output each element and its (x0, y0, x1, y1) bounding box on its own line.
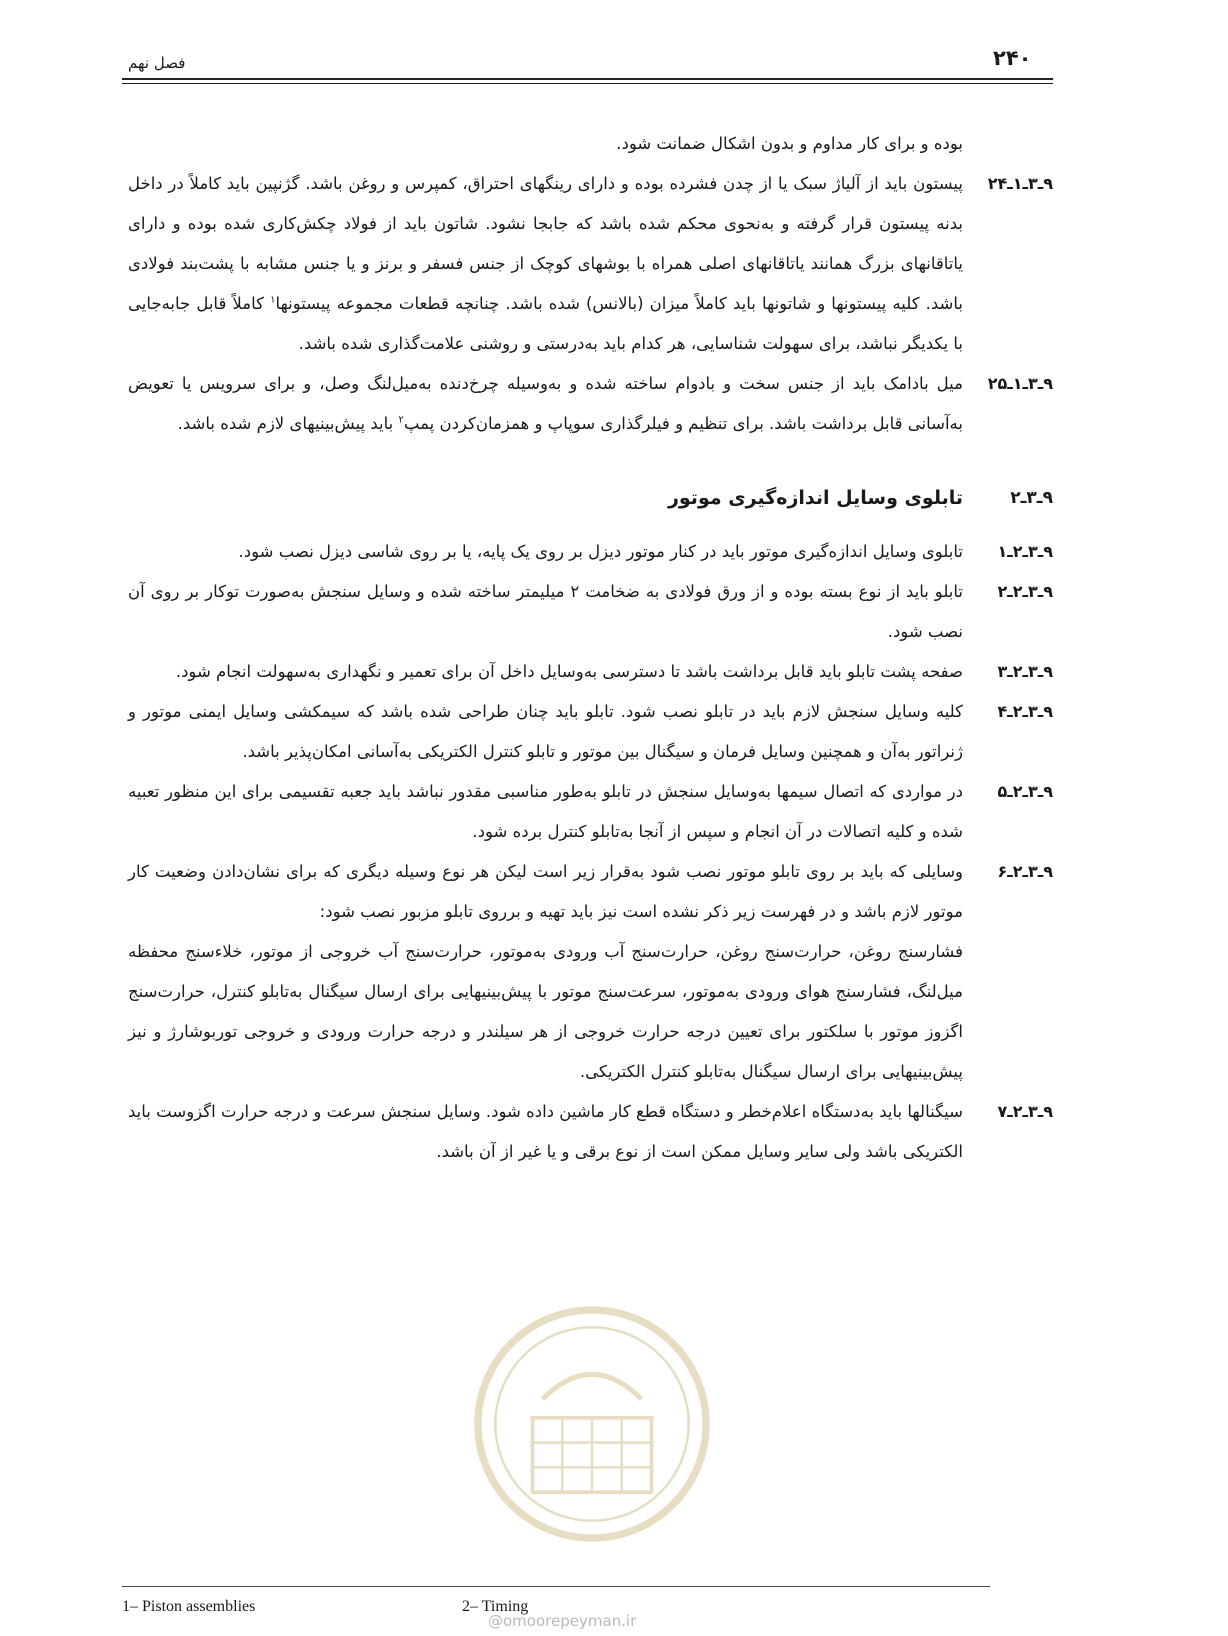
paragraph-text: بوده و برای کار مداوم و بدون اشکال ضمانت شود. (616, 134, 963, 153)
section-heading (128, 478, 1053, 518)
clause-number: ۹ـ۳ـ۲ـ۳ (997, 662, 1053, 681)
clause-number: ۹ـ۳ـ۱ـ۲۵ (987, 374, 1053, 393)
list-item-text: فشارسنج روغن، حرارت‌سنج روغن، حرارت‌سنج آب ورودی به‌موتور، حرارت‌سنج آب خروجی از موتور، خلاء‌سنج محفظه میل‌لنگ، فشارسنج هوای ورودی به‌موتور، سرعت‌سنج موتور با پیش‌بینیهایی برای ارسال سیگنال به‌تابلو کنترل، حرارت‌سنج اگزوز موتور با سلکتور برای تعیین درجه حرارت خروجی از هر سیلندر و درجه حرارت ورودی و خروجی توربوشارژ و نیز پیش‌بینیهایی برای ارسال سیگنال به‌تابلو کنترل الکتریکی. (128, 942, 963, 1081)
list-item (128, 692, 1053, 772)
clause-number: ۹ـ۳ـ۲ـ۷ (997, 1102, 1053, 1121)
header-rule-top (122, 78, 1053, 80)
list-item (128, 1092, 1053, 1172)
clause-number (963, 932, 1053, 1092)
chapter-title: فصل نهم (128, 54, 186, 72)
clause-number: ۹ـ۳ـ۲ـ۶ (997, 862, 1053, 881)
list-item-text: صفحه پشت تابلو باید قابل برداشت باشد تا دسترسی به‌وسایل داخل آن برای تعمیر و نگهداری به‌سهولت انجام شود. (175, 662, 963, 681)
clause-number: ۹ـ۳ـ۲ـ۲ (997, 582, 1053, 601)
list-item (128, 652, 1053, 692)
paragraph-text-part: میل بادامک باید از جنس سخت و بادوام ساخته شده و به‌وسیله چرخ‌دنده به‌میل‌لنگ وصل، و برای سرویس یا تعویض به‌آسانی قابل برداشت باشد. برای تنظیم و فیلرگذاری سوپاپ و همزمان‌کردن پمپ (128, 374, 963, 433)
paragraph-text-part: کاملاً قابل جابه‌جایی با یکدیگر نباشد، برای سهولت شناسایی، هر کدام باید به‌درستی و روشنی علامت‌گذاری شده باشد. (128, 294, 963, 353)
footnote-marker: ۲ (398, 414, 404, 426)
list-item-text: سیگنالها باید به‌دستگاه اعلام‌خطر و دستگاه قطع کار ماشین داده شود. وسایل سنجش سرعت و درجه حرارت اگزوست باید الکتریکی باشد ولی سایر وسایل ممکن است از نوع برقی و یا غیر از آن باشد. (128, 1102, 963, 1161)
list-item (128, 532, 1053, 572)
list-item (128, 572, 1053, 652)
footnote-2: 2– Timing (462, 1598, 529, 1615)
watermark-seal-icon (468, 1300, 716, 1548)
list-item (128, 852, 1053, 932)
clause-number: ۹ـ۳ـ۲ـ۴ (997, 702, 1053, 721)
paragraph-text-part: پیستون باید از آلیاژ سبک یا از چدن فشرده بوده و دارای رینگهای احتراق، کمپرس و روغن باشد. گژنپین باید کاملاً در داخل بدنه پیستون قرار گرفته و به‌نحوی محکم شده باشد که جابجا نشود. شاتون باید از فولاد چکش‌کاری شده بوده و دارای یاتاقانهای بزرگ همانند یاتاقانهای اصلی همراه با بوشهای کوچک از جنس فسفر و برنز و یا جنس مشابه با پشت‌بند فولادی باشد. کلیه پیستونها و شاتونها باید کاملاً میزان (بالانس) شده باشد. چنانچه قطعات مجموعه پیستونها (128, 174, 963, 313)
paragraph-text-part: باید پیش‌بینیهای لازم شده باشد. (177, 414, 399, 433)
page-number: ۲۴۰ (993, 46, 1032, 70)
list-item-text: در مواردی که اتصال سیمها به‌وسایل سنجش در تابلو به‌طور مناسبی مقدور نباشد باید جعبه تقسیمی برای این منظور تعبیه شده و کلیه اتصالات در آن انجام و سپس از آنجا به‌تابلو کنترل برده شود. (128, 782, 963, 841)
page-body (128, 124, 1053, 1172)
clause-number: ۹ـ۳ـ۲ـ۱ (997, 542, 1053, 561)
header-rule-bottom (122, 83, 1053, 84)
clause-number: ۹ـ۳ـ۱ـ۲۴ (987, 174, 1053, 193)
watermark-text: @omoorepeyman.ir (488, 1612, 637, 1630)
paragraph (128, 124, 1053, 164)
list-item-text: تابلو باید از نوع بسته بوده و از ورق فولادی به ضخامت ۲ میلیمتر ساخته شده و وسایل سنجش به‌صورت توکار بر روی آن نصب شود. (128, 582, 963, 641)
clause-number: ۹ـ۳ـ۲ـ۵ (997, 782, 1053, 801)
footnote-1: 1– Piston assemblies (122, 1598, 256, 1615)
footnote-marker: ۱ (270, 294, 276, 306)
paragraph (128, 364, 1053, 444)
list-item (128, 772, 1053, 852)
list-item-text: تابلوی وسایل اندازه‌گیری موتور باید در کنار موتور دیزل بر روی یک پایه، یا بر روی شاسی دیزل نصب شود. (238, 542, 963, 561)
list-item-text: کلیه وسایل سنجش لازم باید در تابلو نصب شود. تابلو باید چنان طراحی شده باشد که سیمکشی وسایل ایمنی موتور و ژنراتور به‌آن و همچنین وسایل فرمان و سیگنال بین موتور و تابلو کنترل الکتریکی به‌آسانی امکان‌پذیر باشد. (128, 702, 963, 761)
section-title: تابلوی وسایل اندازه‌گیری موتور (667, 487, 963, 509)
clause-number (963, 124, 1053, 164)
footnote-rule (122, 1586, 990, 1587)
section-number: ۹ـ۳ـ۲ (1010, 488, 1053, 508)
list-item (128, 932, 1053, 1092)
paragraph-text (128, 164, 963, 364)
paragraph (128, 164, 1053, 364)
paragraph-text (128, 364, 963, 444)
list-item-text: وسایلی که باید بر روی تابلو موتور نصب شود به‌قرار زیر است لیکن هر نوع وسیله دیگری که برای نشان‌دادن وضعیت کار موتور لازم باشد و در فهرست زیر ذکر نشده است نیز باید تهیه و برروی تابلو مزبور نصب شود: (128, 862, 963, 921)
